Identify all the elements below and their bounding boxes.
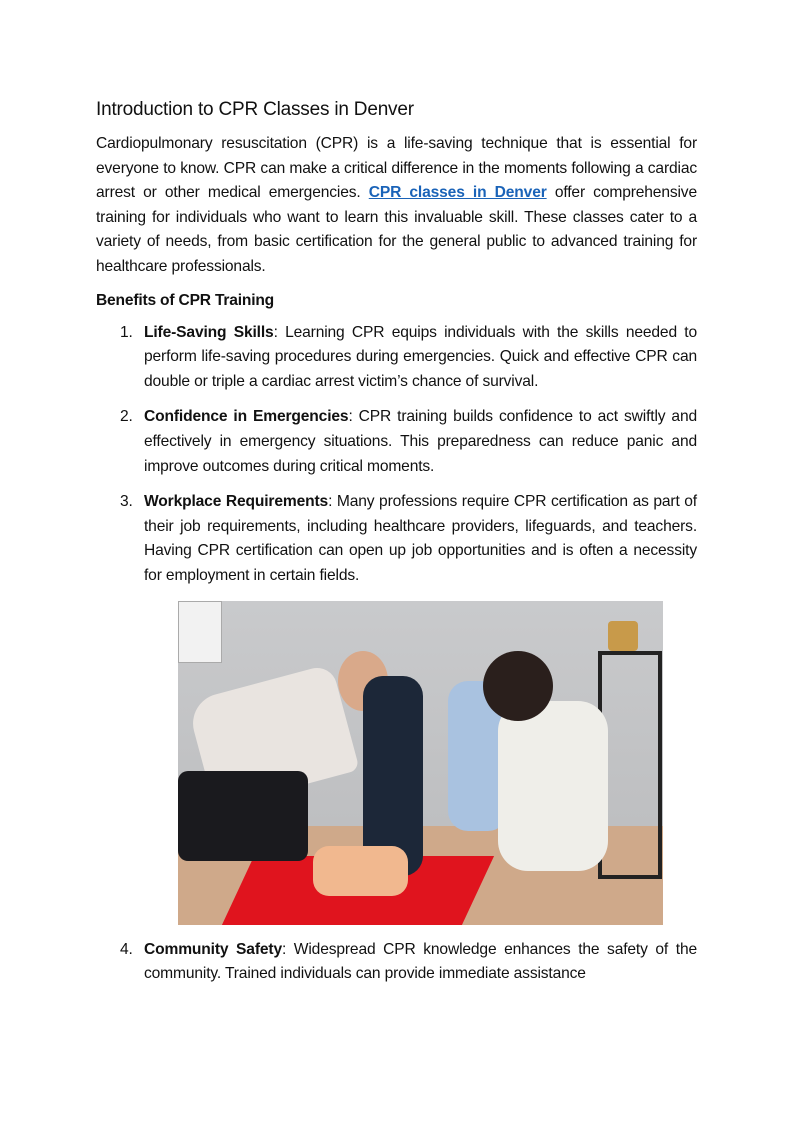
- list-item: [96, 321, 697, 395]
- document-page: [96, 96, 697, 998]
- intro-text-cont: offer comprehensive training for individuals who want to learn this invaluable skill. These classes cater to a variety of needs, from basic certification for the general public to advanced training for healthcare professionals.: [96, 184, 697, 275]
- benefits-list: [96, 321, 697, 589]
- cpr-classes-link[interactable]: CPR classes in Denver: [368, 184, 547, 202]
- item-text: : CPR training builds confidence to act swiftly and effectively in emergency situations. This preparedness can reduce panic and improve outcomes during critical moments.: [144, 408, 697, 475]
- list-item: [96, 938, 697, 987]
- item-title: Life-Saving Skills: [144, 323, 274, 341]
- item-title: Confidence in Emergencies: [144, 408, 349, 426]
- item-title: Community Safety: [144, 940, 282, 958]
- item-number: 4.: [120, 940, 133, 958]
- item-text: : Learning CPR equips individuals with the skills needed to perform life-saving procedures during emergencies. Quick and effective CPR can double or triple a cardiac arrest victim’s chance of survival.: [144, 323, 698, 390]
- item-text: : Many professions require CPR certification as part of their job requirements, including healthcare providers, lifeguards, and teachers. Having CPR certification can open up job opportunities and is often a necessity for employment in certain fields.: [144, 493, 697, 584]
- item-number: 1.: [120, 323, 133, 341]
- benefits-list-continued: [96, 938, 697, 987]
- item-title: Workplace Requirements: [144, 493, 329, 511]
- intro-paragraph: [96, 132, 697, 280]
- benefits-heading: Benefits of CPR Training: [96, 291, 275, 309]
- item-number: 3.: [120, 493, 133, 511]
- item-number: 2.: [120, 408, 133, 426]
- list-item: [96, 405, 697, 479]
- cpr-training-photo: [178, 601, 663, 925]
- page-title: Introduction to CPR Classes in Denver: [96, 99, 414, 120]
- intro-text: Cardiopulmonary resuscitation (CPR) is a life-saving technique that is essential for everyone to know. CPR can make a critical difference in the moments following a cardiac arrest or other medical emergencies.: [96, 135, 697, 202]
- item-text: : Widespread CPR knowledge enhances the safety of the community. Trained individuals can provide immediate assistance: [144, 940, 697, 983]
- list-item: [96, 490, 697, 588]
